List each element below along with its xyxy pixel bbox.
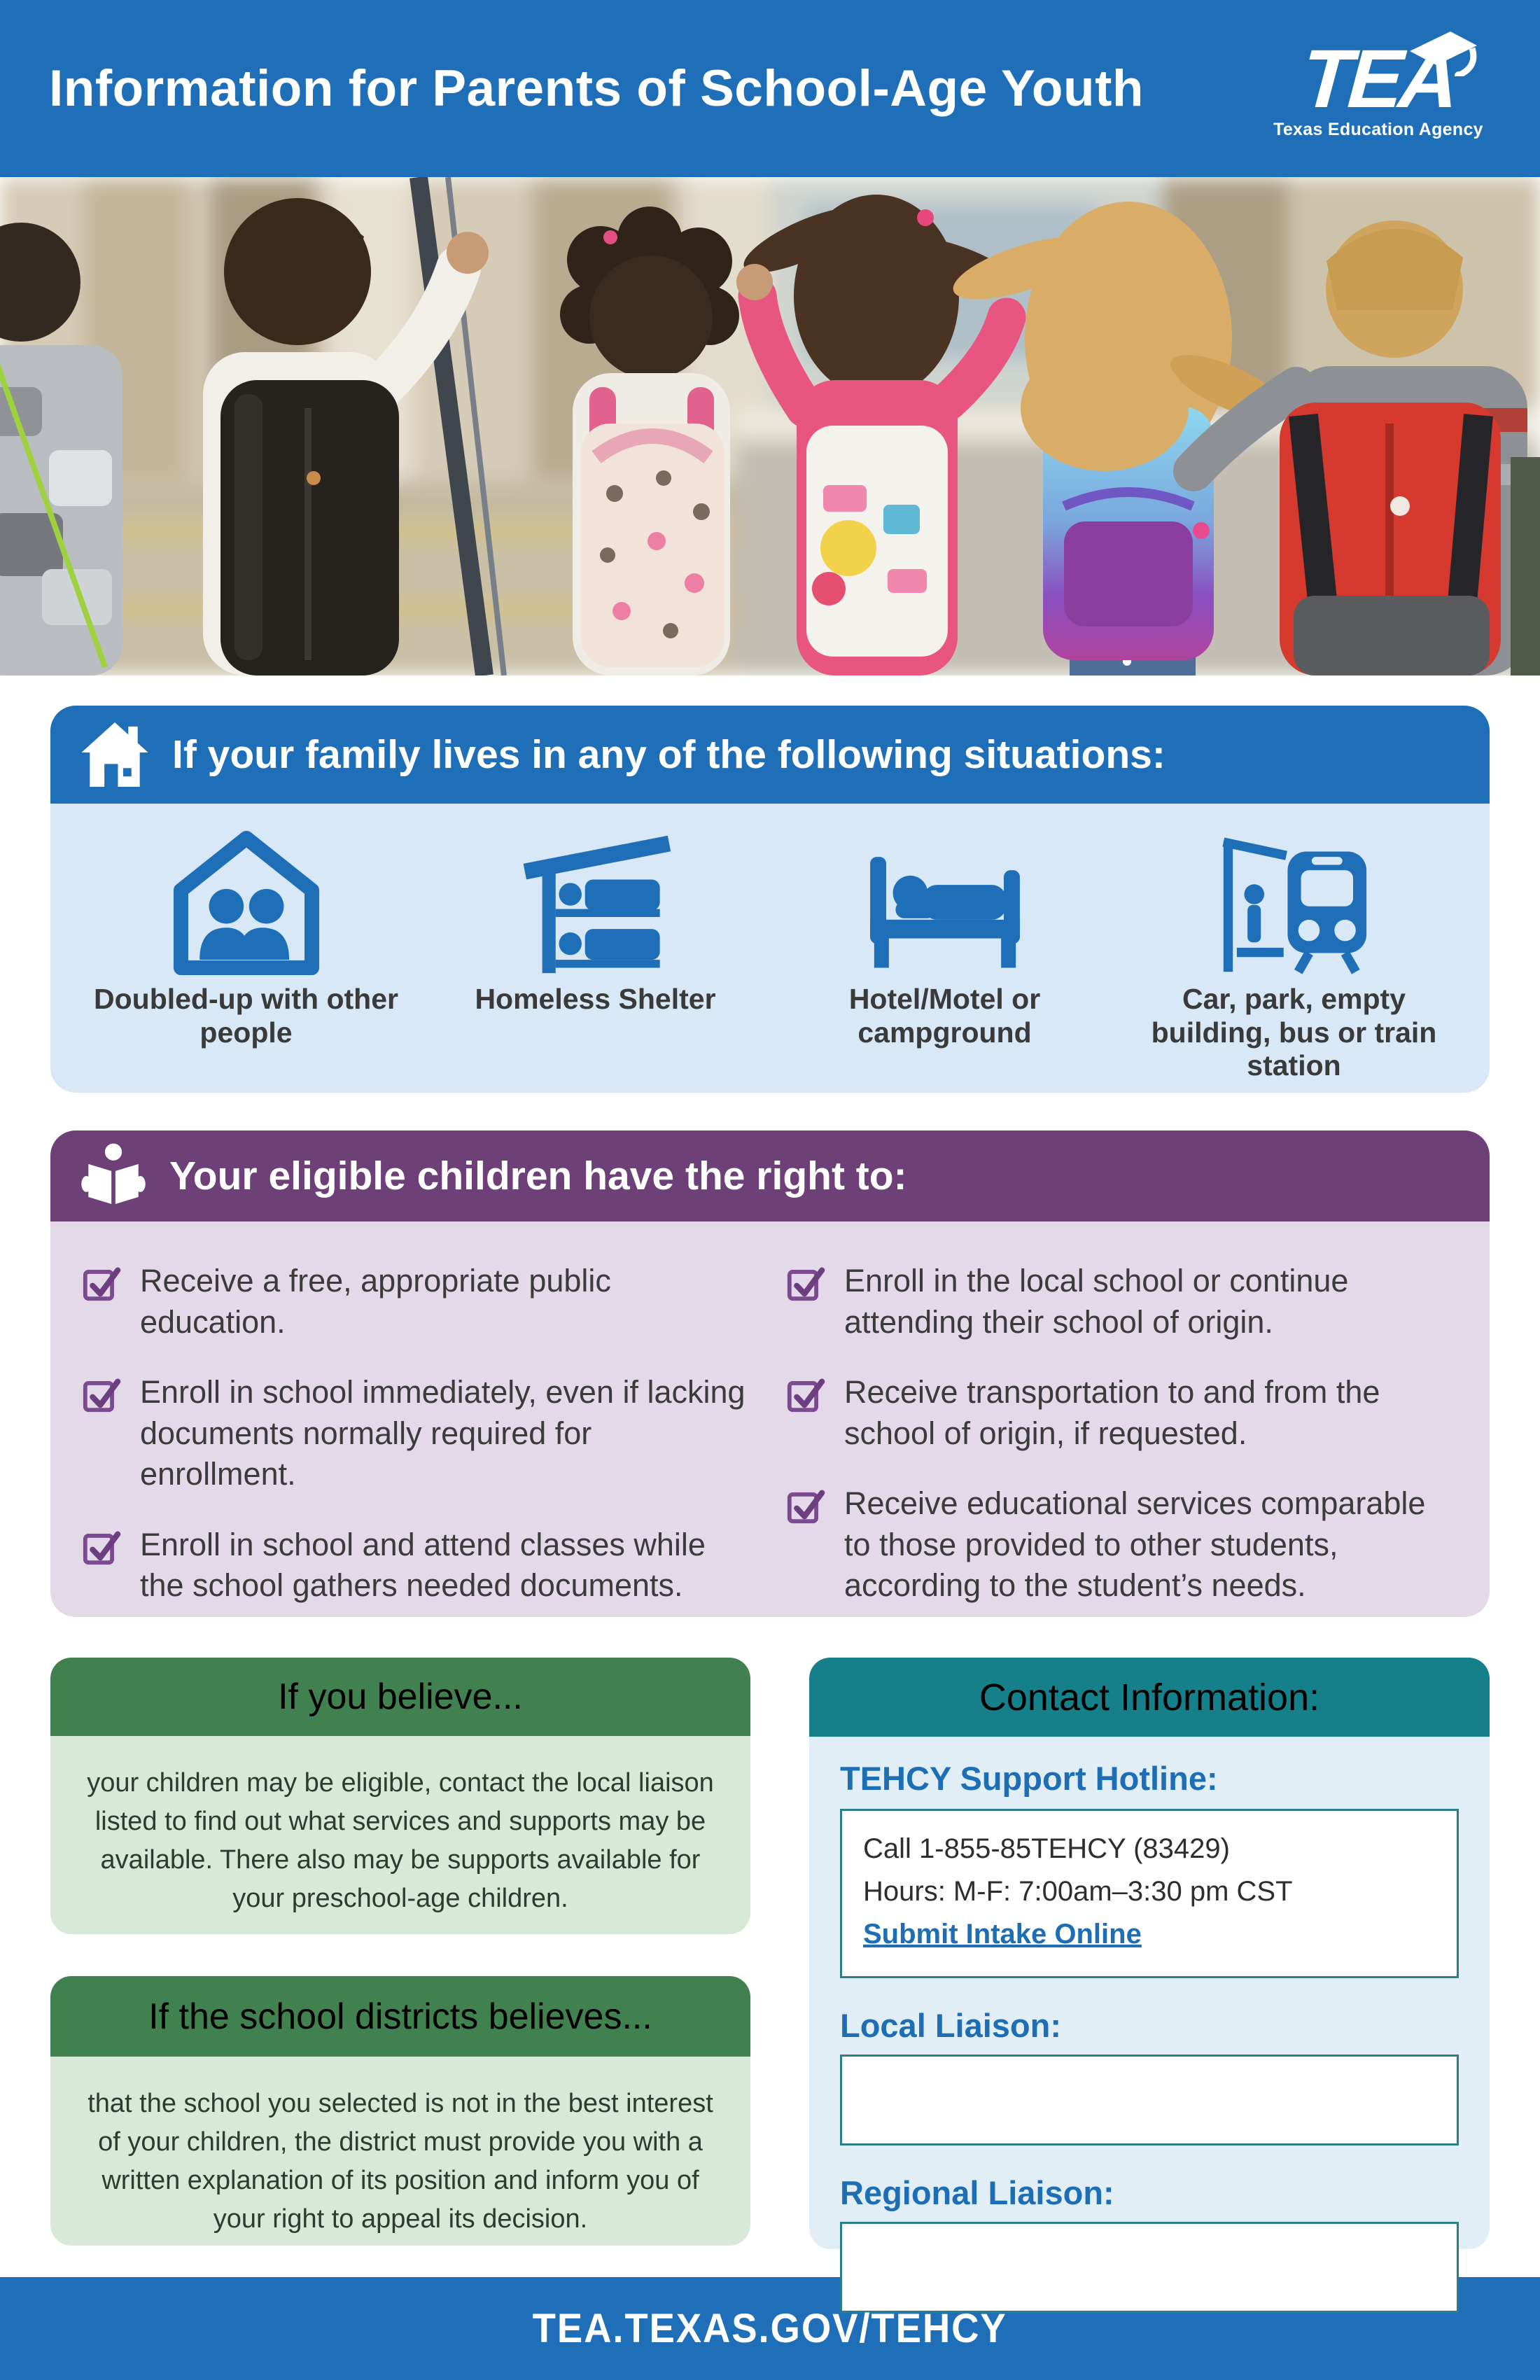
right-item: [785, 1261, 1459, 1343]
right-item: [785, 1372, 1459, 1454]
situation-label: Car, park, empty building, bus or train station: [1151, 983, 1437, 1082]
tea-logo: [1263, 32, 1494, 141]
checkbox-checked-icon: [785, 1262, 826, 1303]
contact-column: [809, 1658, 1490, 2249]
district-title: If the school districts believes...: [148, 1996, 652, 2037]
right-item: [81, 1525, 755, 1606]
checkbox-checked-icon: [785, 1485, 826, 1525]
rights-section: [50, 1130, 1490, 1617]
situations-body: [50, 804, 1490, 1093]
regional-liaison-field[interactable]: [840, 2222, 1459, 2313]
believe-box: [50, 1658, 750, 1934]
hotline-hours: Hours: M-F: 7:00am–3:30 pm CST: [863, 1875, 1293, 1907]
right-item: [785, 1483, 1459, 1606]
situations-section: [50, 706, 1490, 1093]
content: [0, 706, 1540, 2249]
rights-header: [50, 1130, 1490, 1222]
rights-column-right: [785, 1261, 1459, 1617]
rights-column-left: [81, 1261, 755, 1617]
hero-photo: [0, 177, 1540, 676]
local-liaison-label: Local Liaison:: [840, 2007, 1061, 2045]
situation-label: Homeless Shelter: [475, 983, 716, 1015]
contact-body: [809, 1737, 1490, 2249]
bottom-row: [50, 1658, 1490, 2249]
tea-logo-subtitle: Texas Education Agency: [1273, 120, 1483, 140]
tea-logo-text: TEA: [1298, 32, 1458, 125]
right-text: Receive a free, appropriate public education.: [140, 1263, 611, 1340]
local-liaison-field[interactable]: [840, 2054, 1459, 2146]
situations-title: If your family lives in any of the following situations:: [172, 732, 1166, 777]
submit-intake-link[interactable]: Submit Intake Online: [863, 1918, 1142, 1949]
situation-station: [1119, 822, 1469, 1093]
situations-header: [50, 706, 1490, 804]
regional-liaison-label: Regional Liaison:: [840, 2174, 1114, 2212]
page-title: Information for Parents of School-Age Youth: [49, 60, 1144, 117]
situation-label: Doubled-up with other people: [94, 983, 398, 1049]
rights-title: Your eligible children have the right to:: [169, 1154, 907, 1198]
house-people-icon: [166, 822, 327, 983]
situation-hotel: [770, 822, 1119, 1093]
district-header: [50, 1976, 750, 2057]
hotline-label: TEHCY Support Hotline:: [840, 1760, 1218, 1797]
believe-body: your children may be eligible, contact the local liaison listed to find out what services and supports may be available. There also may be supports available for your preschool-age children.: [50, 1736, 750, 1934]
hotline-box: [840, 1809, 1459, 1978]
district-box: [50, 1976, 750, 2246]
checkbox-checked-icon: [785, 1373, 826, 1414]
bed-icon: [858, 822, 1032, 983]
situation-doubled-up: [71, 822, 421, 1093]
contact-header: [809, 1658, 1490, 1737]
reading-person-icon: [78, 1140, 148, 1212]
right-text: Receive educational services comparable to those provided to other students, according to the student’s needs.: [844, 1485, 1426, 1603]
home-icon: [78, 718, 151, 791]
footer-url: TEA.TEXAS.GOV/TEHCY: [533, 2306, 1007, 2351]
bunk-bed-icon: [515, 822, 676, 983]
right-text: Enroll in school immediately, even if lacking documents normally required for enrollment.: [140, 1374, 746, 1492]
right-item: [81, 1261, 755, 1343]
believe-title: If you believe...: [278, 1676, 523, 1717]
child-olive-bag: [1511, 457, 1540, 676]
header-bar: [0, 0, 1540, 177]
child-leopard-backpack: [560, 206, 739, 676]
right-text: Enroll in the local school or continue attending their school of origin.: [844, 1263, 1349, 1340]
right-text: Enroll in school and attend classes while the school gathers needed documents.: [140, 1526, 706, 1603]
believe-column: [50, 1658, 750, 2246]
believe-header: [50, 1658, 750, 1736]
situation-shelter: [421, 822, 770, 1093]
right-text: Receive transportation to and from the school of origin, if requested.: [844, 1374, 1380, 1451]
situation-label: Hotel/Motel or campground: [848, 983, 1041, 1049]
district-body: that the school you selected is not in the best interest of your children, the district must provide you with a written explanation of its position and inform you of your right to appeal its decision.: [50, 2057, 750, 2246]
train-station-icon: [1207, 822, 1382, 983]
checkbox-checked-icon: [81, 1262, 122, 1303]
hotline-phone: Call 1-855-85TEHCY (83429): [863, 1833, 1230, 1864]
checkbox-checked-icon: [81, 1526, 122, 1567]
checkbox-checked-icon: [81, 1373, 122, 1414]
right-item: [81, 1372, 755, 1495]
contact-title: Contact Information:: [979, 1676, 1320, 1718]
rights-body: [50, 1222, 1490, 1617]
